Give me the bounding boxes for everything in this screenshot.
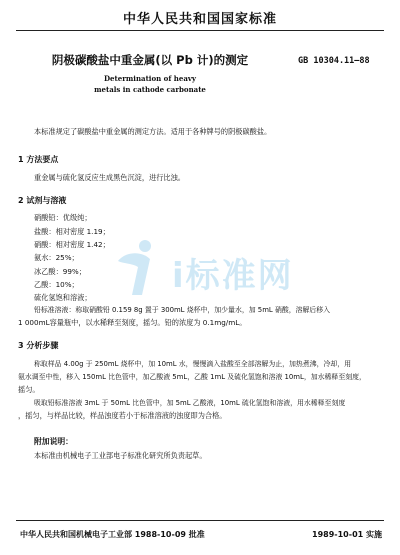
reagent-item: 硝酸铅：优级纯； <box>34 213 92 222</box>
doc-title-en-line2: metals in cathode carbonate <box>94 85 206 94</box>
appendix-text: 本标准由机械电子工业部电子标准化研究所负责起草。 <box>34 451 207 460</box>
reagent-item: 硫化氢饱和溶液； <box>34 293 92 302</box>
footer-rule <box>16 520 384 521</box>
procedure-p1-line-3: 摇匀。 <box>18 385 40 394</box>
lead-standard-line-2: 1 000mL容量瓶中，以水稀释至刻度，摇匀。铅的浓度为 0.1mg/mL。 <box>18 318 247 327</box>
procedure-p2-line-1: 吸取铅标准溶液 3mL 于 50mL 比色管中，加 5mL 乙酸液，10mL 硫化氢饱和溶液，用水稀释至刻度 <box>34 399 346 407</box>
header-rule <box>16 30 384 31</box>
lead-standard-line-1: 铅标准溶液：称取硝酸铅 0.159 8g 置于 300mL 烧杯中，加少量水，加 5mL 硝酸，溶解后移入 <box>34 306 331 314</box>
reagent-item: 乙酸：10%； <box>34 280 79 289</box>
reagent-item: 盐酸：相对密度 1.19； <box>34 227 110 236</box>
implementation-date: 1989-10-01 实施 <box>312 530 382 539</box>
reagent-item: 氨水：25%； <box>34 253 79 262</box>
standard-header: 中华人民共和国国家标准 <box>122 12 277 27</box>
procedure-p2-line-2: ，摇匀，与样品比较，样品浊度若小于标准溶液的浊度即为合格。 <box>18 411 227 420</box>
doc-title-cn: 阴极碳酸盐中重金属(以 Pb 计)的测定 <box>51 53 249 67</box>
doc-title-en-line1: Determination of heavy <box>103 74 196 83</box>
standard-code: GB 10304.11—88 <box>298 56 370 66</box>
reagent-item: 硝酸：相对密度 1.42； <box>34 240 110 249</box>
reagent-item: 冰乙酸：99%； <box>34 267 86 276</box>
section-2-heading: 2 试剂与溶液 <box>18 196 67 205</box>
procedure-p1-line-2: 氨水调至中性，移入 150mL 比色管中，加乙酸液 5mL，乙酸 1mL 及硫化氢饱和溶液 10mL，加水稀释至刻度， <box>18 373 366 381</box>
intro-text: 本标准规定了碳酸盐中重金属的测定方法。适用于各种牌号的阴极碳酸盐。 <box>34 127 272 136</box>
watermark-text: i标准网 <box>172 256 294 296</box>
watermark-logo-icon <box>112 237 162 299</box>
section-1-text: 重金属与硫化氢反应生成黑色沉淀，进行比浊。 <box>34 173 185 182</box>
section-3-heading: 3 分析步骤 <box>18 341 59 350</box>
approval-line: 中华人民共和国机械电子工业部 1988-10-09 批准 <box>20 530 205 539</box>
procedure-p1-line-1: 称取样品 4.00g 于 250mL 烧杯中，加 10mL 水，慢慢滴入盐酸至全部溶解为止，加热煮沸，冷却，用 <box>34 360 352 368</box>
section-1-heading: 1 方法要点 <box>18 155 59 164</box>
appendix-heading: 附加说明： <box>34 437 73 446</box>
